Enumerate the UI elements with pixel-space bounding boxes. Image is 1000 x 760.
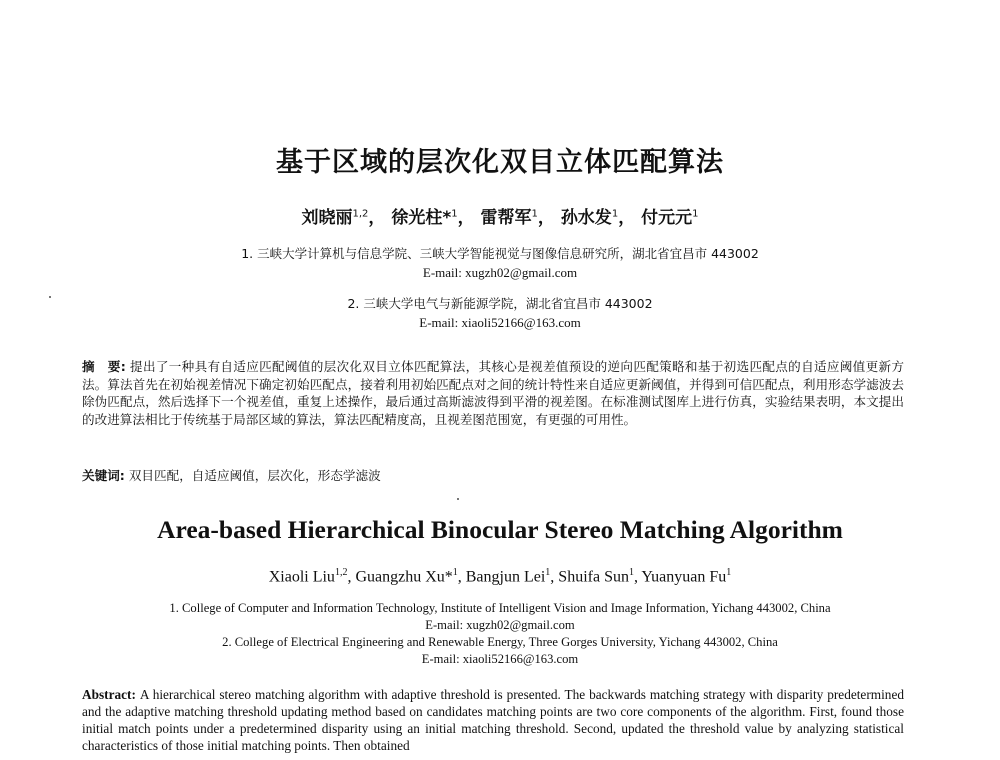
affiliation-text: 1. College of Computer and Information Technology, Institute of Intelligent Vision and Image Information, Yichang 443002, China bbox=[169, 601, 831, 615]
chinese-title: 基于区域的层次化双目立体匹配算法 bbox=[276, 147, 724, 178]
author-name: 孙水发 bbox=[560, 208, 612, 228]
chinese-affiliation-2 bbox=[0, 294, 1000, 332]
author-affil-sup: 1 bbox=[611, 208, 619, 220]
author-affil-sup: 1 bbox=[628, 567, 634, 578]
author-affil-sup: 1,2 bbox=[352, 208, 369, 220]
author-name: Xiaoli Liu bbox=[268, 568, 335, 586]
abstract-label: 摘 要: bbox=[82, 359, 126, 374]
email-text: E-mail: xiaoli52166@163.com bbox=[419, 315, 581, 330]
author-affil-sup: 1,2 bbox=[334, 567, 348, 578]
abstract-text: A hierarchical stereo matching algorithm with adaptive threshold is presented. The backwards matching strategy with disparity predetermined and the adaptive matching threshold updating method based on candidates matching points are two core components of the algorithm. First, found those initial match points under a predetermined disparity using an initial matching threshold. Second, updated the threshold value by analyzing statistical characteristics of those initial matching points. Then obtained bbox=[82, 687, 904, 753]
affiliation-text: 1. 三峡大学计算机与信息学院、三峡大学智能视觉与图像信息研究所，湖北省宜昌市 443002 bbox=[241, 246, 759, 261]
author-name: Guangzhu Xu* bbox=[355, 568, 453, 586]
author-affil-sup: 1 bbox=[726, 567, 732, 578]
english-title: Area-based Hierarchical Binocular Stereo Matching Algorithm bbox=[157, 515, 843, 544]
abstract-text: 提出了一种具有自适应匹配阈值的层次化双目立体匹配算法，其核心是视差值预设的逆向匹配策略和基于初选匹配点的自适应阈值更新方法。算法首先在初始视差情况下确定初始匹配点，接着利用初始匹配点对之间的统计特性来自适应更新阈值，并得到可信匹配点，利用形态学滤波去除伪匹配点，然后选择下一个视差值，重复上述操作，最后通过高斯滤波得到平滑的视差图。在标准测试图库上进行仿真，实验结果表明，本文提出的改进算法相比于传统基于局部区域的算法，算法匹配精度高，且视差图范围宽，有更强的可用性。 bbox=[82, 359, 904, 427]
author-name: Bangjun Lei bbox=[465, 568, 546, 586]
affiliation-text: 2. 三峡大学电气与新能源学院，湖北省宜昌市 443002 bbox=[347, 296, 653, 311]
author-name: Yuanyuan Fu bbox=[641, 568, 727, 586]
author-affil-sup: 1 bbox=[452, 567, 458, 578]
author-name: 付元元 bbox=[641, 208, 693, 228]
affiliation-text: 2. College of Electrical Engineering and Renewable Energy, Three Gorges University, Yichang 443002, China bbox=[222, 635, 778, 649]
author-affil-sup: 1 bbox=[531, 208, 538, 220]
scan-speck bbox=[49, 296, 51, 298]
author-name: Shuifa Sun bbox=[558, 568, 629, 586]
chinese-authors: 刘晓丽$^{1,2}$， 徐光柱*$^1$， 雷帮军$^1$， 孙水发$^1$， 付元元$^1$ bbox=[301, 208, 699, 228]
email-text: E-mail: xugzh02@gmail.com bbox=[425, 618, 575, 632]
keywords-label: 关键词: bbox=[82, 468, 125, 483]
english-authors: Xiaoli Liu$^{1,2}$, Guangzhu Xu*$^1$, Bangjun Lei$^1$, Shuifa Sun$^1$, Yuanyuan Fu$^1$ bbox=[268, 567, 732, 586]
chinese-keywords bbox=[82, 465, 904, 484]
chinese-abstract bbox=[82, 358, 904, 428]
english-abstract bbox=[82, 686, 904, 754]
email-text: E-mail: xiaoli52166@163.com bbox=[421, 652, 579, 666]
author-affil-sup: 1 bbox=[545, 567, 551, 578]
author-affil-sup: 1 bbox=[692, 208, 699, 220]
abstract-label: Abstract: bbox=[82, 687, 136, 702]
author-name: 徐光柱* bbox=[391, 208, 452, 228]
email-text: E-mail: xugzh02@gmail.com bbox=[422, 265, 578, 280]
chinese-affiliation-1 bbox=[0, 244, 1000, 282]
author-name: 刘晓丽 bbox=[301, 208, 353, 228]
english-affiliations bbox=[0, 600, 1000, 668]
author-name: 雷帮军 bbox=[480, 208, 532, 228]
scan-speck bbox=[457, 498, 459, 500]
keywords-text: 双目匹配，自适应阈值，层次化，形态学滤波 bbox=[128, 468, 381, 483]
author-affil-sup: 1 bbox=[451, 208, 458, 220]
